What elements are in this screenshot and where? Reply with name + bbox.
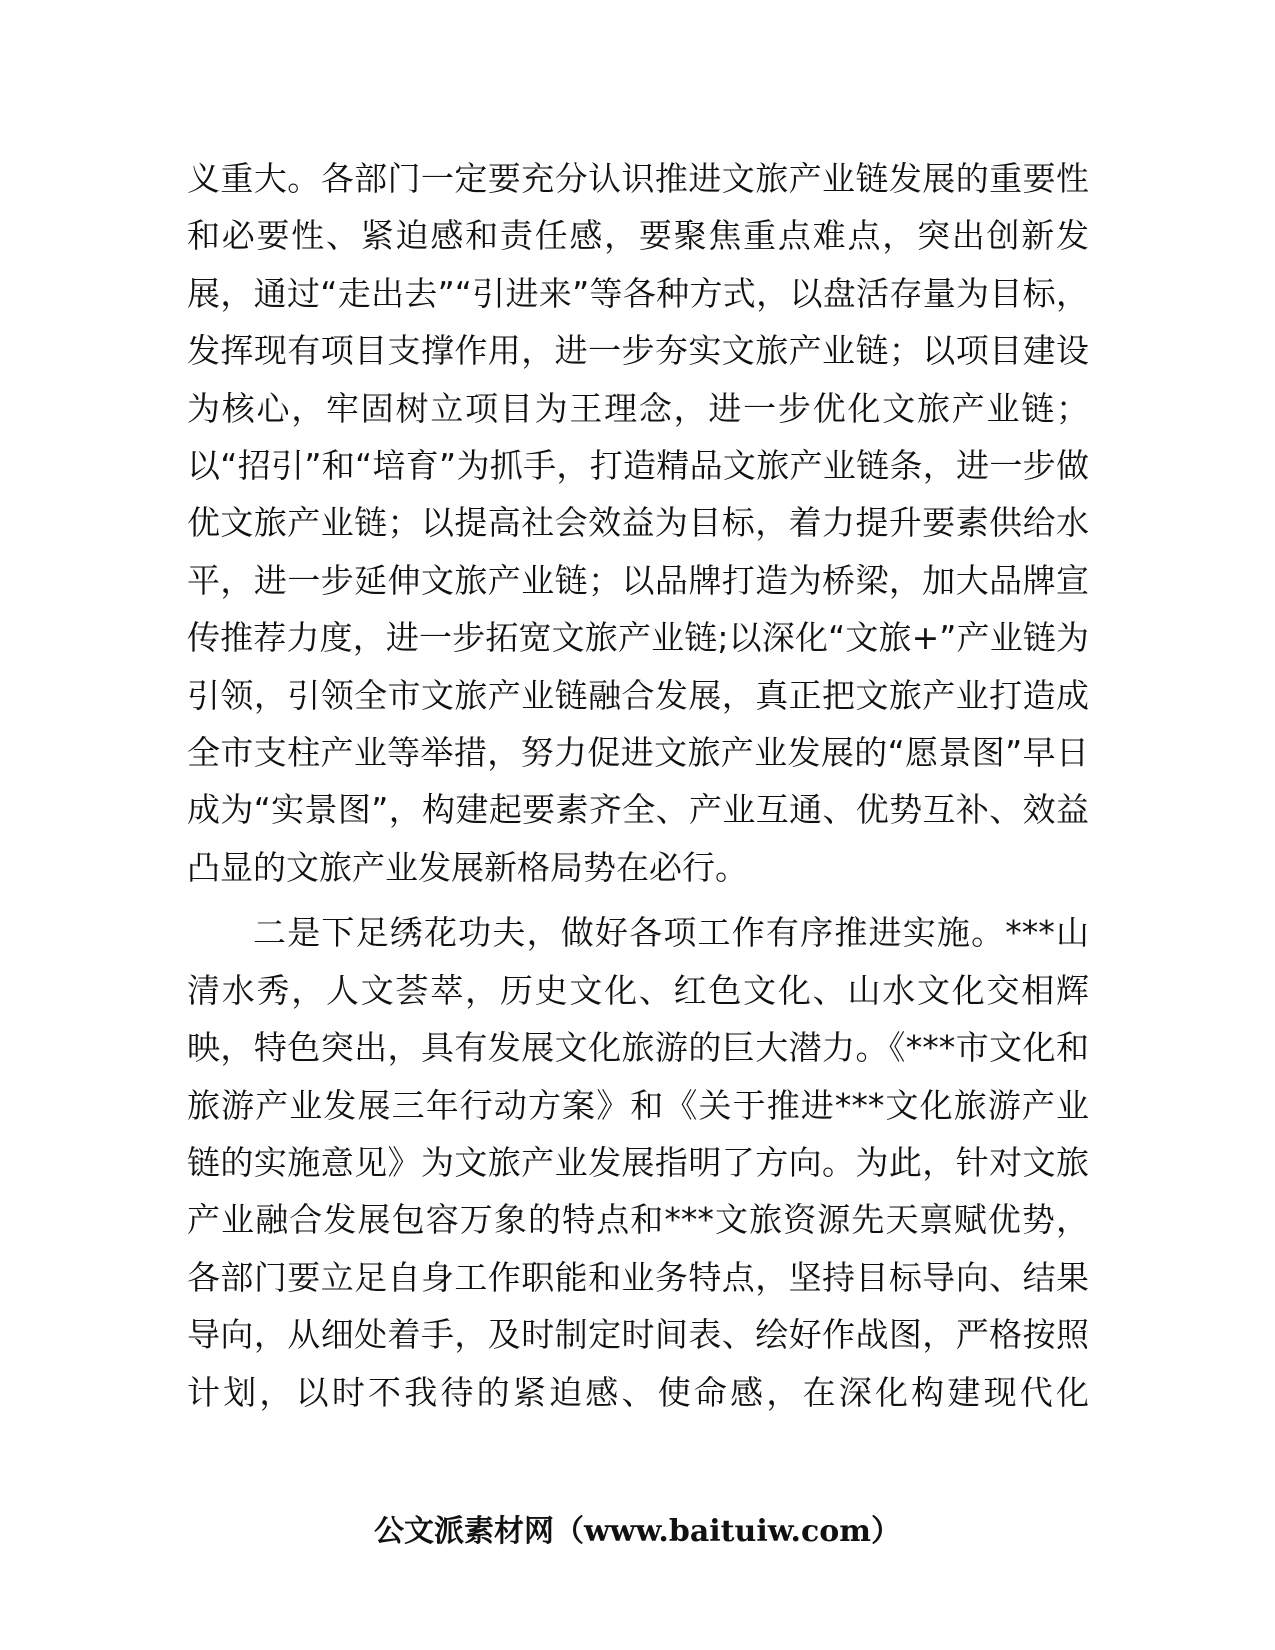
body-paragraph-second: 二是下足绣花功夫，做好各项工作有序推进实施。***山清水秀，人文荟萃，历史文化、红色文化、山水文化交相辉映，特色突出，具有发展文化旅游的巨大潜力。《***市文化和旅游产业发展三年行动方案》和《关于推进***文化旅游产业链的实施意见》为文旅产业发展指明了方向。为此，针对文旅产业融合发展包容万象的特点和***文旅资源先天禀赋优势，各部门要立足自身工作职能和业务特点，坚持目标导向、结果导向，从细处着手，及时制定时间表、绘好作战图，严格按照计划，以时不我待的紧迫感、使命感，在深化构建现代化 <box>187 913 1089 1412</box>
page-footer-watermark: 公文派素材网（www.baituiw.com） <box>373 1514 902 1549</box>
body-paragraph-continued: 义重大。各部门一定要充分认识推进文旅产业链发展的重要性和必要性、紧迫感和责任感，要聚焦重点难点，突出创新发展，通过“走出去”“引进来”等各种方式，以盘活存量为目标，发挥现有项目支撑作用，进一步夯实文旅产业链；以项目建设为核心，牢固树立项目为王理念，进一步优化文旅产业链；以“招引”和“培育”为抓手，打造精品文旅产业链条，进一步做优文旅产业链；以提高社会效益为目标，着力提升要素供给水平，进一步延伸文旅产业链；以品牌打造为桥梁，加大品牌宣传推荐力度，进一步拓宽文旅产业链;以深化“文旅+”产业链为引领，引领全市文旅产业链融合发展，真正把文旅产业打造成全市支柱产业等举措，努力促进文旅产业发展的“愿景图”早日成为“实景图”，构建起要素齐全、产业互通、优势互补、效益凸显的文旅产业发展新格局势在必行。 <box>187 159 1089 887</box>
document-body <box>187 150 1089 1421</box>
